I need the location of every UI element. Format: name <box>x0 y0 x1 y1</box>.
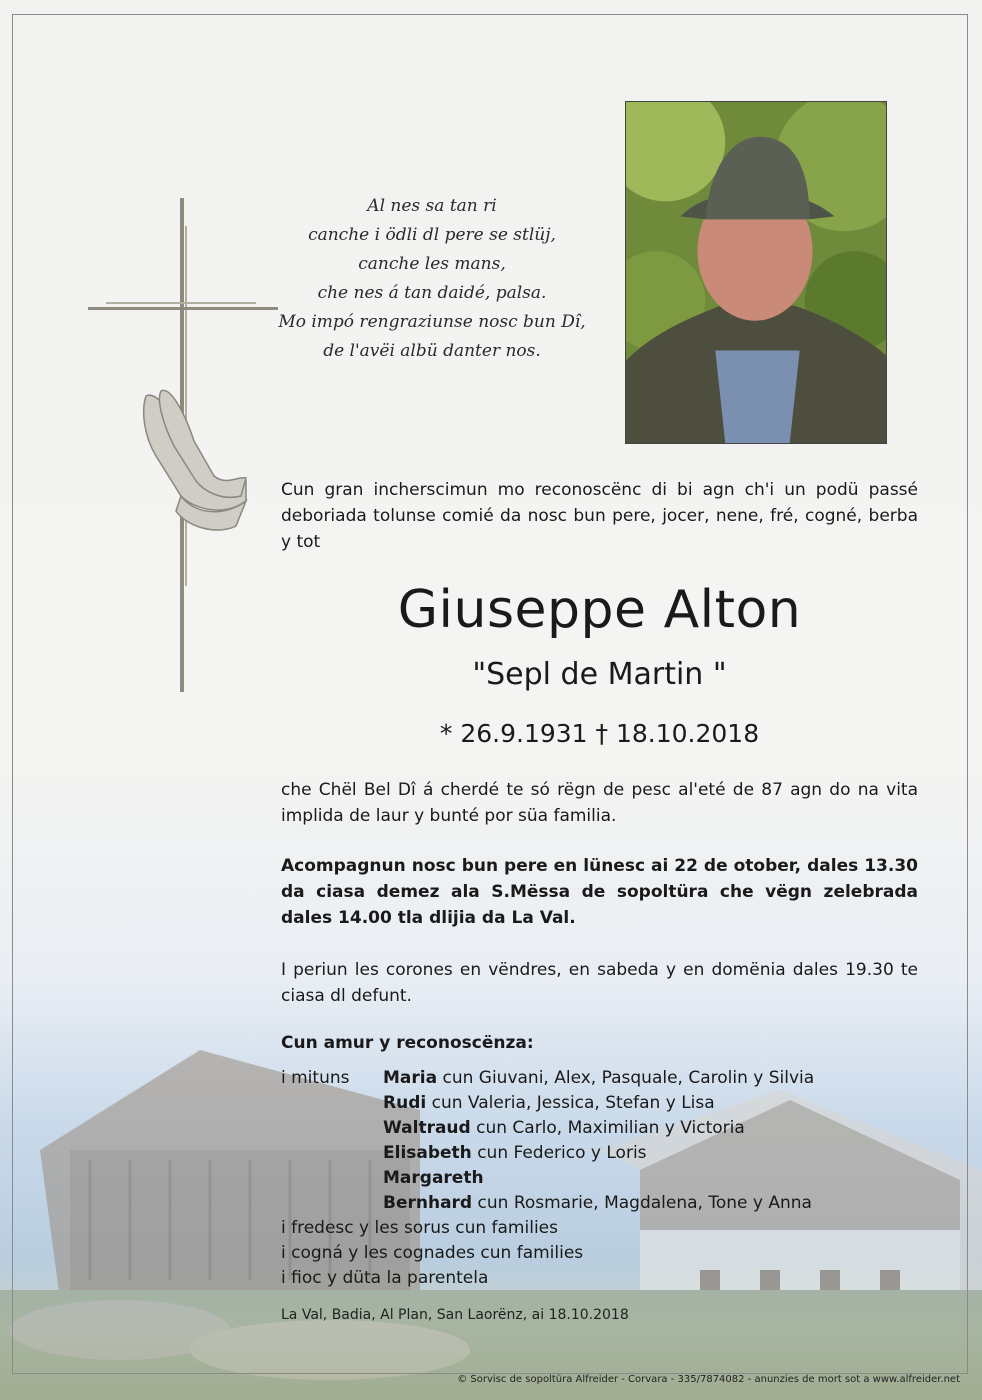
child-name: Elisabeth <box>383 1143 472 1163</box>
family-other: i fioc y düta la parentela <box>281 1268 489 1288</box>
poem-line: che nes á tan daidé, palsa. <box>317 283 547 303</box>
family-label: i mituns <box>281 1068 350 1088</box>
child-name: Bernhard <box>383 1193 473 1213</box>
child-family: cun Rosmarie, Magdalena, Tone y Anna <box>477 1193 812 1213</box>
deceased-name: Giuseppe Alton <box>397 580 802 640</box>
child-name: Rudi <box>383 1093 427 1113</box>
cross-with-praying-hands-icon <box>86 196 280 696</box>
family-row <box>281 1116 918 1141</box>
thanks-heading: Cun amur y reconoscënza: <box>281 1033 534 1053</box>
child-family: cun Carlo, Maximilian y Victoria <box>476 1118 745 1138</box>
family-other: i cogná y les cognades cun families <box>281 1243 584 1263</box>
footer-credit: © Sorvisc de sopoltüra Alfreider - Corvara - 335/7874082 - anunzies de mort sot a www.alfreider.net <box>457 1374 960 1385</box>
child-name: Waltraud <box>383 1118 471 1138</box>
family-row <box>281 1141 918 1166</box>
child-name: Maria <box>383 1068 438 1088</box>
poem-line: canche i ödli dl pere se stlüj, <box>308 225 556 245</box>
birth-death-dates: * 26.9.1931 † 18.10.2018 <box>439 719 760 748</box>
child-family: cun Giuvani, Alex, Pasquale, Carolin y Silvia <box>442 1068 815 1088</box>
memorial-poem <box>262 192 602 366</box>
family-row <box>281 1166 918 1191</box>
poem-line: de l'avëi albü danter nos. <box>323 341 541 361</box>
child-name: Margareth <box>383 1168 484 1188</box>
child-family: cun Valeria, Jessica, Stefan y Lisa <box>431 1093 715 1113</box>
deceased-nickname: "Sepl de Martin " <box>472 657 727 692</box>
poem-line: Mo impó rengraziunse nosc bun Dî, <box>278 312 586 332</box>
child-family: cun Federico y Loris <box>477 1143 647 1163</box>
intro-text: Cun gran incherscimun mo reconoscënc di bi agn ch'i un podü passé deboriada tolunse comié da nosc bun pere, jocer, nene, fré, cogné, berba y tot <box>281 480 918 552</box>
rosary-info: I periun les corones en vëndres, en sabeda y en domënia dales 19.30 te ciasa dl defunt. <box>281 960 918 1006</box>
portrait-photo <box>625 101 887 444</box>
passage-text: che Chël Bel Dî á cherdé te só rëgn de pesc al'eté de 87 agn do na vita implida de laur y bunté por süa familia. <box>281 780 918 826</box>
funeral-info: Acompagnun nosc bun pere en lünesc ai 22 de otober, dales 13.30 da ciasa demez ala S.Mëssa de sopoltüra che vëgn zelebrada dales 14.00 tla dlijia da La Val. <box>281 856 918 928</box>
place-and-date: La Val, Badia, Al Plan, San Laorënz, ai 18.10.2018 <box>281 1307 629 1323</box>
family-row <box>281 1091 918 1116</box>
poem-line: canche les mans, <box>358 254 506 274</box>
poem-line: Al nes sa tan ri <box>367 196 497 216</box>
family-other: i fredesc y les sorus cun families <box>281 1218 558 1238</box>
family-list <box>281 1066 918 1291</box>
family-row <box>281 1066 918 1091</box>
family-row <box>281 1191 918 1216</box>
